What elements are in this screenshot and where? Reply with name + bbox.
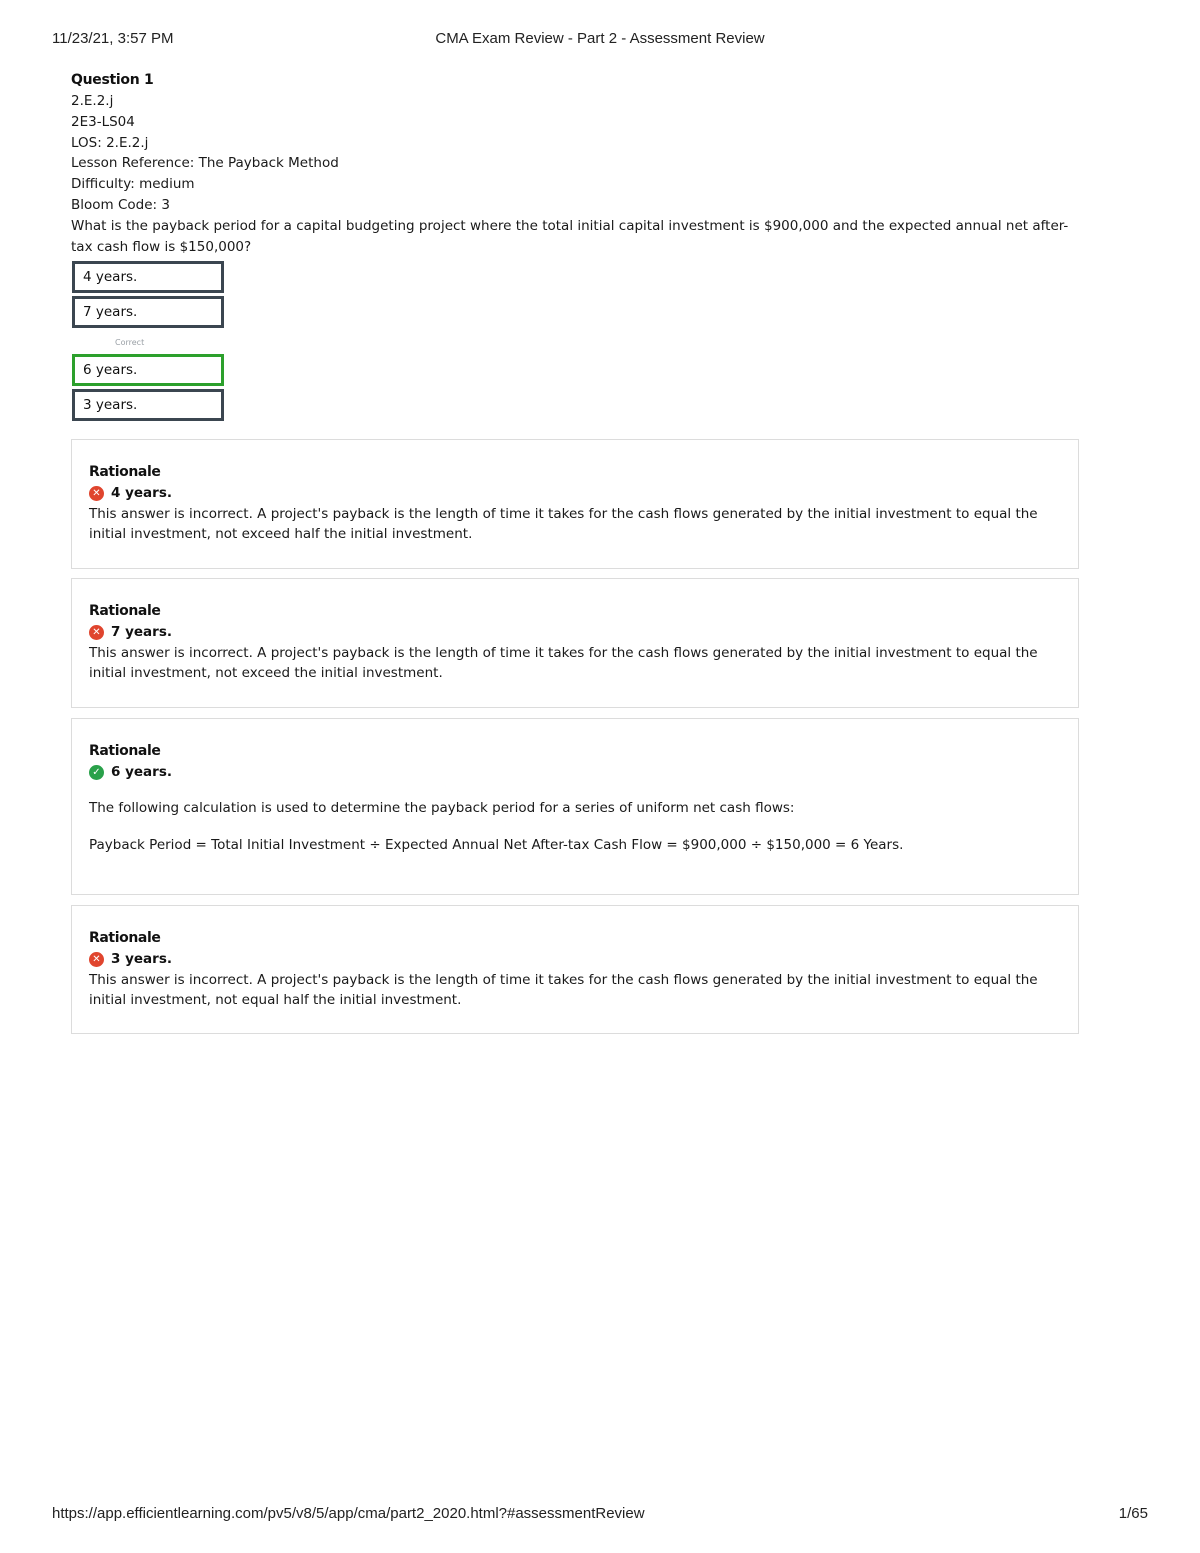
rationale-card-3 [71,718,1079,895]
answer-options [72,261,224,421]
question-meta-los: LOS: 2.E.2.j [71,134,149,151]
incorrect-icon: ✕ [89,625,104,640]
incorrect-icon: ✕ [89,952,104,967]
rationale-answer [89,622,1061,643]
question-title: Question 1 [71,72,154,88]
rationale-answer [89,949,1061,970]
rationale-answer-label: 6 years. [111,763,172,780]
rationale-card-1 [71,439,1079,569]
incorrect-icon: ✕ [89,486,104,501]
question-text: What is the payback period for a capital budgeting project where the total initial capital investment is $900,000 and the expected annual net after-tax cash flow is $150,000? [71,217,1069,255]
rationale-answer-label: 3 years. [111,950,172,967]
rationale-card-2 [71,578,1079,708]
rationale-answer [89,762,1061,783]
rationale-answer [89,483,1061,504]
rationale-heading: Rationale [89,602,161,619]
rationale-card-4 [71,905,1079,1034]
rationale-answer-label: 4 years. [111,484,172,501]
answer-option-1[interactable]: 4 years. [72,261,224,293]
answer-option-4[interactable]: 3 years. [72,389,224,421]
correct-label: Correct [115,337,145,347]
question-meta-lesson: Lesson Reference: The Payback Method [71,155,339,172]
rationale-heading: Rationale [89,929,161,946]
assessment-review [71,70,1079,1034]
rationale-heading: Rationale [89,463,161,480]
rationale-text: This answer is incorrect. A project's payback is the length of time it takes for the cash flows generated by the initial investment to equal the initial investment, not equal half the initial investment. [89,971,1038,1009]
page-number: 1/65 [1118,1505,1148,1522]
rationale-text: This answer is incorrect. A project's payback is the length of time it takes for the cash flows generated by the initial investment to equal the initial investment, not exceed half the initial investment. [89,505,1038,543]
question-meta-difficulty: Difficulty: medium [71,176,195,193]
print-page-title: CMA Exam Review - Part 2 - Assessment Review [435,30,765,47]
answer-option-3-correct[interactable]: 6 years. [72,354,224,386]
correct-check-icon: ✓ [89,765,104,780]
print-datetime: 11/23/21, 3:57 PM [52,30,174,47]
rationale-formula: Payback Period = Total Initial Investment ÷ Expected Annual Net After-tax Cash Flow = $900,000 ÷ $150,000 = 6 Years. [89,836,904,853]
question-meta-bloom: Bloom Code: 3 [71,196,170,213]
question-meta-code: 2E3-LS04 [71,113,135,130]
print-footer [52,1505,1148,1525]
question-meta-topic: 2.E.2.j [71,93,114,109]
rationale-explanation: The following calculation is used to determine the payback period for a series of uniform net cash flows: [89,799,795,816]
answer-option-2[interactable]: 7 years. [72,296,224,328]
rationale-answer-label: 7 years. [111,623,172,640]
rationale-text: This answer is incorrect. A project's payback is the length of time it takes for the cash flows generated by the initial investment to equal the initial investment, not exceed the initial investment. [89,644,1038,682]
page-url: https://app.efficientlearning.com/pv5/v8/5/app/cma/part2_2020.html?#assessmentReview [52,1505,645,1522]
print-header [52,30,1148,50]
rationale-heading: Rationale [89,742,161,759]
